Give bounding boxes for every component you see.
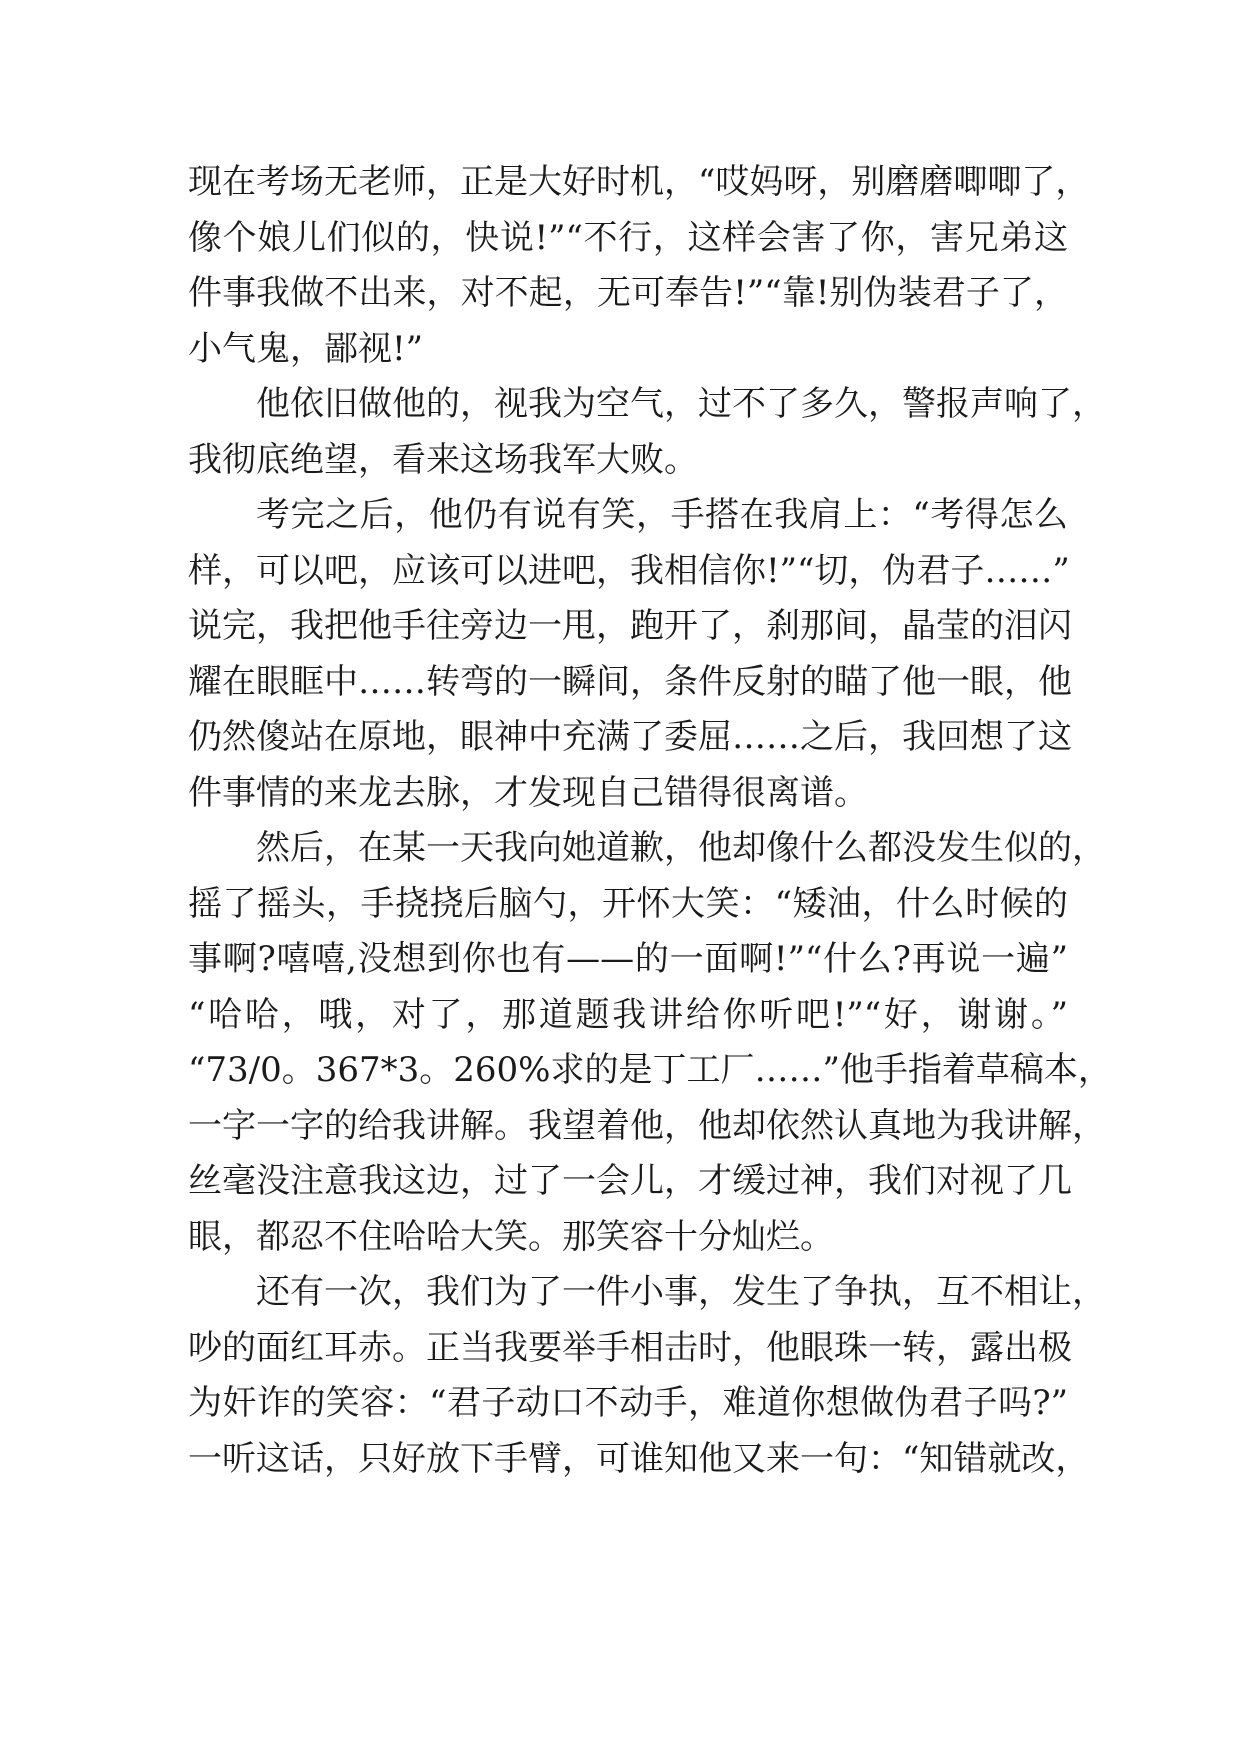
text-line: 考完之后，他仍有说有笑，手搭在我肩上：“考得怎么 — [256, 495, 1068, 535]
text-line: 仍然傻站在原地，眼神中充满了委屈……之后，我回想了这 — [188, 717, 1072, 757]
body-text — [188, 155, 1112, 1487]
text-line: 摇了摇头，手挠挠后脑勺，开怀大笑：“矮油，什么时候的 — [188, 883, 1068, 924]
text-line: 件事我做不出来，对不起，无可奉告!”“靠!别伪装君子了， — [188, 273, 1068, 313]
paragraph-3 — [188, 488, 1072, 821]
text-line: 他依旧做他的，视我为空气，过不了多久，警报声响了， — [256, 384, 1106, 424]
paragraph-5 — [188, 1265, 1106, 1487]
text-line: “哈哈，哦，对了，那道题我讲给你听吧!”“好，谢谢。” — [188, 994, 1068, 1035]
text-line: 一字一字的给我讲解。我望着他，他却依然认真地为我讲解， — [188, 1105, 1106, 1146]
text-line: 现在考场无老师，正是大好时机，“哎妈呀，别磨磨唧唧了， — [188, 162, 1090, 202]
paragraph-2 — [188, 377, 1106, 488]
text-line: 为奸诈的笑容：“君子动口不动手，难道你想做伪君子吗?” — [188, 1383, 1068, 1423]
text-line: 样，可以吧，应该可以进吧，我相信你!”“切，伪君子……” — [188, 550, 1070, 591]
text-line: 件事情的来龙去脉，才发现自己错得很离谱。 — [188, 772, 868, 813]
text-line: 一听这话，只好放下手臂，可谁知他又来一句：“知错就改， — [188, 1438, 1090, 1479]
text-line: 耀在眼眶中……转弯的一瞬间，条件反射的瞄了他一眼，他 — [188, 661, 1072, 702]
text-line: 事啊?嘻嘻,没想到你也有——的一面啊!”“什么?再说一遍” — [188, 939, 1068, 979]
text-line: “73/0。367*3。260%求的是丁工厂……”他手指着草稿本， — [188, 1050, 1112, 1090]
paragraph-4 — [188, 821, 1112, 1265]
text-line: 像个娘儿们似的，快说!”“不行，这样会害了你，害兄弟这 — [188, 217, 1068, 258]
text-line: 吵的面红耳赤。正当我要举手相击时，他眼珠一转，露出极 — [188, 1327, 1072, 1368]
text-line: 还有一次，我们为了一件小事，发生了争执，互不相让， — [256, 1272, 1106, 1312]
paragraph-1 — [188, 155, 1090, 377]
text-line: 然后，在某一天我向她道歉，他却像什么都没发生似的， — [256, 828, 1106, 868]
text-line: 我彻底绝望，看来这场我军大败。 — [188, 439, 698, 480]
text-line: 丝毫没注意我这边，过了一会儿，才缓过神，我们对视了几 — [188, 1161, 1072, 1201]
text-line: 眼，都忍不住哈哈大笑。那笑容十分灿烂。 — [188, 1216, 834, 1257]
text-line: 小气鬼，鄙视!” — [188, 328, 424, 369]
text-line: 说完，我把他手往旁边一甩，跑开了，刹那间，晶莹的泪闪 — [188, 606, 1072, 646]
